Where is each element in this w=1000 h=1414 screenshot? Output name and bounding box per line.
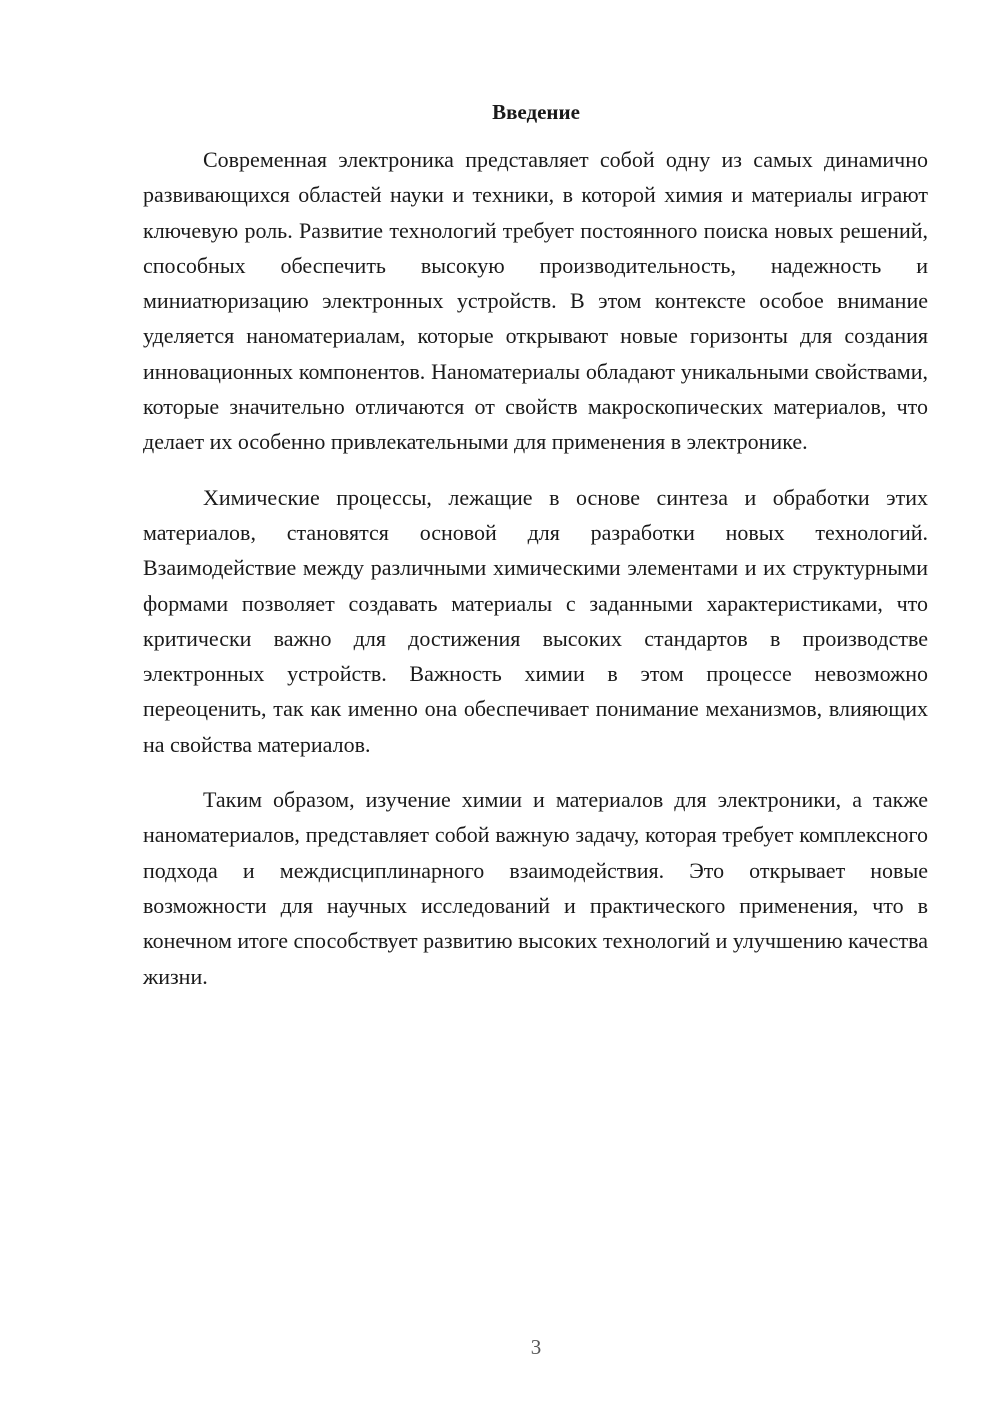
page-title: Введение: [492, 100, 580, 124]
paragraph-1: Современная электроника представляет собой одну из самых динамично развивающихся областей науки и техники, в которой химия и материалы играют ключевую роль. Развитие технологий требует постоянного поиска новых решений, способных обеспечить высокую производительность, надежность и миниатюризацию электронных устройств. В этом контексте особое внимание уделяется наноматериалам, которые открывают новые горизонты для создания инновационных компонентов. Наноматериалы обладают уникальными свойствами, которые значительно отличаются от свойств макроскопических материалов, что делает их особенно привлекательными для применения в электронике.: [143, 147, 928, 455]
paragraph-2: Химические процессы, лежащие в основе синтеза и обработки этих материалов, становятся основой для разработки новых технологий. Взаимодействие между различными химическими элементами и их структурными формами позволяет создавать материалы с заданными характеристиками, что критически важно для достижения высоких стандартов в производстве электронных устройств. Важность химии в этом процессе невозможно переоценить, так как именно она обеспечивает понимание механизмов, влияющих на свойства материалов.: [143, 484, 928, 757]
page-number: 3: [530, 1335, 542, 1359]
body-text: [143, 142, 928, 994]
paragraph-3: Таким образом, изучение химии и материалов для электроники, а также наноматериалов, представляет собой важную задачу, которая требует комплексного подхода и междисциплинарного взаимодействия. Это открывает новые возможности для научных исследований и практического применения, что в конечном итоге способствует развитию высоких технологий и улучшению качества жизни.: [143, 787, 928, 989]
